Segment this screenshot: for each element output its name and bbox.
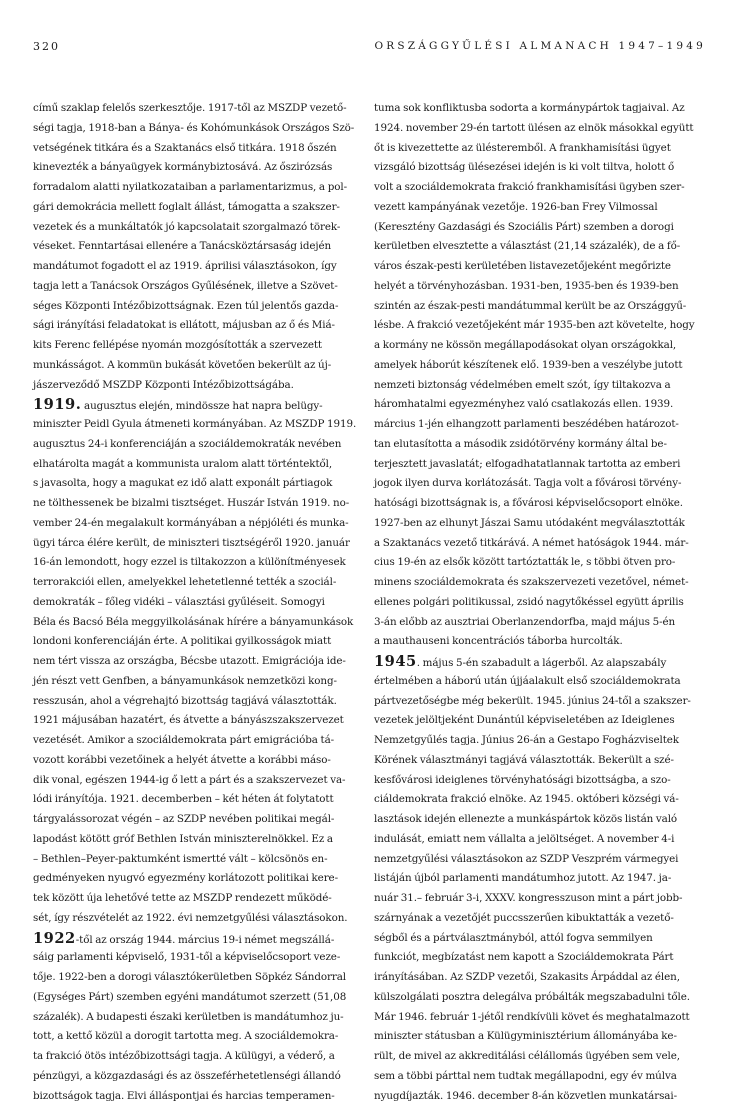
text-line xyxy=(33,316,368,336)
line-text: terjesztett javaslatát; elfogadhatatlannak tartotta az emberi xyxy=(374,458,680,470)
text-line xyxy=(374,909,709,929)
text-line xyxy=(374,632,709,652)
text-line xyxy=(33,494,368,514)
text-line xyxy=(33,711,368,731)
text-line xyxy=(33,909,368,929)
text-line xyxy=(374,514,709,534)
line-text: ügyi tárca élére került, de miniszteri tisztségéről 1920. január xyxy=(33,537,350,549)
text-line xyxy=(374,613,709,633)
text-line xyxy=(33,218,368,238)
line-text: rült, de mivel az akkreditálási célállomás ügyében sem vele, xyxy=(374,1050,680,1062)
line-text: gári demokrácia mellett foglalt állást, támogatta a szakszer- xyxy=(33,201,340,213)
line-text: vetségének titkára és a Szaktanács első titkára. 1918 őszén xyxy=(33,142,337,154)
text-line xyxy=(33,929,368,949)
text-line xyxy=(33,297,368,317)
text-line xyxy=(374,948,709,968)
line-text: kits Ferenc fellépése nyomán mozgósították a szervezett xyxy=(33,339,322,351)
text-line xyxy=(374,711,709,731)
line-text: 3-án előbb az ausztriai Oberlanzendorfba, majd május 5-én xyxy=(374,616,675,628)
line-text: 1927-ben az elhunyt Jászai Samu utódaként megválasztották xyxy=(374,517,685,529)
text-line xyxy=(374,474,709,494)
text-line xyxy=(374,790,709,810)
line-text: lódi irányítója. 1921. decemberben – két héten át folytatott xyxy=(33,793,334,805)
text-line xyxy=(374,99,709,119)
line-text: jogok ilyen durva korlátozását. Tagja volt a fővárosi törvény- xyxy=(374,477,681,489)
text-line xyxy=(33,139,368,159)
line-text: bizottságok tagja. Elvi álláspontjai és harcias temperamen- xyxy=(33,1090,335,1102)
line-text: vember 24-én megalakult kormányában a népjóléti és munka- xyxy=(33,517,349,529)
line-text: hatósági bizottságnak is, a fővárosi képviselőcsoport elnöke. xyxy=(374,497,683,509)
line-text: a Szaktanács vezető titkárává. A német hatóságok 1944. már- xyxy=(374,537,689,549)
year-heading: 1922 xyxy=(33,929,76,947)
text-line xyxy=(374,553,709,573)
line-text: vezetek jelöltjeként Dunántúl képviseletében az Ideiglenes xyxy=(374,714,675,726)
text-line xyxy=(33,336,368,356)
line-text: augusztus elején, mindössze hat napra belügy- xyxy=(81,400,322,412)
text-line xyxy=(374,237,709,257)
text-line xyxy=(33,119,368,139)
line-text: a kormány ne kössön megállapodásokat olyan országokkal, xyxy=(374,339,676,351)
year-heading: 1919. xyxy=(33,395,81,413)
line-text: listáján újból parlamenti mandátumhoz jutott. Az 1947. ja- xyxy=(374,872,671,884)
line-text: jászerveződő MSZDP Központi Intézőbizottságába. xyxy=(33,379,294,391)
text-line xyxy=(33,1067,368,1087)
text-line xyxy=(374,297,709,317)
left-text-column xyxy=(33,99,376,1106)
text-line xyxy=(33,455,368,475)
line-text: munkásságot. A kommün bukását követően bekerült az új- xyxy=(33,359,331,371)
line-text: dik vonal, egészen 1944-ig ő lett a párt és a szakszervezet va- xyxy=(33,774,345,786)
text-line xyxy=(33,771,368,791)
text-line xyxy=(33,850,368,870)
line-text: kerületben elvesztette a választást (21,14 százalék), de a fő- xyxy=(374,240,680,252)
text-line xyxy=(33,257,368,277)
line-text: elhatárolta magát a kommunista uralom alatt történtektől, xyxy=(33,458,332,470)
text-line xyxy=(33,1027,368,1047)
line-text: volt a szociáldemokrata frakció frankhamisítási ügyben szer- xyxy=(374,181,685,193)
line-text: tek között úja lehetővé tette az MSZDP rendezett működé- xyxy=(33,892,332,904)
text-line xyxy=(33,1008,368,1028)
line-text: . május 5-én szabadult a lágerből. Az alapszabály xyxy=(417,657,666,669)
text-line xyxy=(374,929,709,949)
text-line xyxy=(374,218,709,238)
line-text: indulását, emiatt nem vállalta a jelöltséget. A november 4-i xyxy=(374,833,674,845)
line-text: 1921 májusában hazatért, és átvette a bányászszakszervezet xyxy=(33,714,344,726)
text-line xyxy=(374,395,709,415)
text-line xyxy=(33,810,368,830)
text-line xyxy=(374,652,709,672)
text-line xyxy=(374,968,709,988)
right-text-column xyxy=(374,99,717,1106)
text-line xyxy=(374,435,709,455)
text-line xyxy=(374,573,709,593)
text-line xyxy=(374,257,709,277)
line-text: nem tért vissza az országba, Bécsbe utazott. Emigrációja ide- xyxy=(33,655,346,667)
line-text: cius 19-én az elsők között tartóztatták le, s többi ötven pro- xyxy=(374,556,675,568)
line-text: 16-án lemondott, hogy ezzel is tiltakozzon a különítményesek xyxy=(33,556,346,568)
line-text: tott, a kettő közül a dorogit tartotta meg. A szociáldemokra- xyxy=(33,1030,338,1042)
text-line xyxy=(374,1047,709,1067)
text-line xyxy=(33,198,368,218)
text-line xyxy=(33,376,368,396)
line-text: irányításában. Az SZDP vezetői, Szakasits Árpáddal az élen, xyxy=(374,971,680,983)
text-line xyxy=(374,593,709,613)
text-line xyxy=(374,889,709,909)
text-line xyxy=(374,771,709,791)
text-line xyxy=(374,731,709,751)
text-line xyxy=(374,692,709,712)
line-text: terrorakciói ellen, amelyekkel lehetetlenné tették a szociál- xyxy=(33,576,336,588)
text-line xyxy=(374,198,709,218)
line-text: miniszter státusban a Külügyminisztérium állományába ke- xyxy=(374,1030,677,1042)
line-text: lésbe. A frakció vezetőjeként már 1935-ben azt követelte, hogy xyxy=(374,319,695,331)
text-line xyxy=(33,99,368,119)
line-text: véseket. Fenntartásai ellenére a Tanácsköztársaság idején xyxy=(33,240,331,252)
line-text: resszusán, ahol a végrehajtó bizottság tagjává választották. xyxy=(33,695,337,707)
line-text: londoni konferenciáján érte. A politikai gyilkosságok miatt xyxy=(33,635,331,647)
line-text: vezetését. Amikor a szociáldemokrata párt emigrációba tá- xyxy=(33,734,334,746)
running-head: ORSZÁGGYŰLÉSI ALMANACH 1947–1949 xyxy=(374,40,706,52)
line-text: Körének választmányi tagjává választották. Bekerült a szé- xyxy=(374,754,674,766)
text-line xyxy=(374,1027,709,1047)
line-text: ellenes polgári politikussal, zsidó nagytőkéssel együtt április xyxy=(374,596,684,608)
line-text: ta frakció ötös intézőbizottsági tagja. A külügyi, a véderő, a xyxy=(33,1050,335,1062)
line-text: vezett kampányának vezetője. 1926-ban Frey Vilmossal xyxy=(374,201,658,213)
text-line xyxy=(374,178,709,198)
text-line xyxy=(33,889,368,909)
text-line xyxy=(374,494,709,514)
line-text: forradalom alatti nyilatkozataiban a parlamentarizmus, a pol- xyxy=(33,181,347,193)
line-text: (Egységes Párt) szemben egyéni mandátumot szerzett (51,08 xyxy=(33,991,346,1003)
text-line xyxy=(33,277,368,297)
text-line xyxy=(33,652,368,672)
text-line xyxy=(374,119,709,139)
line-text: -től az ország 1944. március 19-i német megszállá- xyxy=(76,934,335,946)
line-text: pénzügyi, a közgazdasági és az összeférhetetlenségi állandó xyxy=(33,1070,341,1082)
text-line xyxy=(374,1008,709,1028)
line-text: nyugdíjazták. 1946. december 8-án közvetlen munkatársai- xyxy=(374,1090,677,1102)
line-text: séges Központi Intézőbizottságnak. Ezen túl jelentős gazda- xyxy=(33,300,338,312)
line-text: helyét a törvényhozásban. 1931-ben, 1935-ben és 1939-ben xyxy=(374,280,679,292)
line-text: értelmében a háború után újjáalakult első szociáldemokrata xyxy=(374,675,681,687)
text-line xyxy=(33,237,368,257)
text-line xyxy=(33,692,368,712)
line-text: nuár 31.– február 3-i, XXXV. kongresszuson mint a párt jobb- xyxy=(374,892,682,904)
line-text: lasztások idején ellenezte a munkáspártok közös listán való xyxy=(374,813,677,825)
line-text: kesfővárosi ideiglenes törvényhatósági bizottságba, a szo- xyxy=(374,774,671,786)
line-text: 1924. november 29-én tartott ülésen az elnök másokkal együtt xyxy=(374,122,693,134)
text-line xyxy=(33,790,368,810)
text-line xyxy=(374,455,709,475)
text-line xyxy=(374,277,709,297)
line-text: (Keresztény Gazdasági és Szociális Párt) szemben a dorogi xyxy=(374,221,674,233)
line-text: ségi tagja, 1918-ban a Bánya- és Kohómunkások Országos Szö- xyxy=(33,122,354,134)
line-text: a mauthauseni koncentrációs táborba hurcolták. xyxy=(374,635,623,647)
text-line xyxy=(374,988,709,1008)
text-line xyxy=(374,1067,709,1087)
line-text: tője. 1922-ben a dorogi választókerületben Söpkéz Sándorral xyxy=(33,971,346,983)
text-line xyxy=(33,593,368,613)
text-line xyxy=(33,672,368,692)
line-text: ne tölthessenek be bizalmi tisztséget. Huszár István 1919. no- xyxy=(33,497,349,509)
text-line xyxy=(33,869,368,889)
line-text: március 1-jén elhangzott parlamenti beszédében határozot- xyxy=(374,418,679,430)
text-line xyxy=(33,534,368,554)
line-text: külszolgálati posztra delegálva próbálták megszabadulni tőle. xyxy=(374,991,690,1003)
text-line xyxy=(374,830,709,850)
line-text: sem a többi párttal nem tudtak megállapodni, egy év múlva xyxy=(374,1070,677,1082)
text-line xyxy=(374,415,709,435)
line-text: pártvezetőségbe még bekerült. 1945. június 24-től a szakszer- xyxy=(374,695,691,707)
line-text: vizsgáló bizottság ülésezései idején is ki volt tiltva, holott ő xyxy=(374,161,674,173)
text-line xyxy=(33,178,368,198)
line-text: háromhatalmi egyezményhez való csatlakozás ellen. 1939. xyxy=(374,398,673,410)
text-line xyxy=(33,356,368,376)
line-text: ciáldemokrata frakció elnöke. Az 1945. októberi községi vá- xyxy=(374,793,679,805)
line-text: című szaklap felelős szerkesztője. 1917-től az MSZDP vezető- xyxy=(33,102,347,114)
line-text: sét, így részvételét az 1922. évi nemzetgyűlési választásokon. xyxy=(33,912,347,924)
text-line xyxy=(33,573,368,593)
text-line xyxy=(33,435,368,455)
line-text: amelyek háborút készítenek elő. 1939-ben a veszélybe jutott xyxy=(374,359,682,371)
line-text: demokraták – főleg vidéki – választási gyűléseit. Somogyi xyxy=(33,596,325,608)
line-text: szintén az észak-pesti mandátummal került be az Országgyű- xyxy=(374,300,686,312)
line-text: s javasolta, hogy a magukat ez idő alatt exponált pártiagok xyxy=(33,477,332,489)
text-line xyxy=(33,830,368,850)
text-line xyxy=(33,514,368,534)
line-text: tuma sok konfliktusba sodorta a kormánypártok tagjaival. Az xyxy=(374,102,685,114)
line-text: gedményeken nyugvó egyezmény korlátozott politikai kere- xyxy=(33,872,338,884)
year-heading: 1945 xyxy=(374,652,417,670)
text-line xyxy=(33,553,368,573)
text-line xyxy=(374,534,709,554)
line-text: Béla és Bacsó Béla meggyilkolásának hírére a bányamunkások xyxy=(33,616,353,628)
text-line xyxy=(374,869,709,889)
text-line xyxy=(374,810,709,830)
line-text: vezetek és a munkáltatók jó kapcsolatait szorgalmazó törek- xyxy=(33,221,340,233)
line-text: Nemzetgyűlés tagja. Június 26-án a Gestapo Fogházviseltek xyxy=(374,734,679,746)
line-text: tagja lett a Tanácsok Országos Gyűlésének, illetve a Szövet- xyxy=(33,280,338,292)
text-line xyxy=(33,474,368,494)
text-line xyxy=(33,395,368,415)
text-line xyxy=(33,613,368,633)
line-text: sáig parlamenti képviselő, 1931-től a képviselőcsoport veze- xyxy=(33,951,340,963)
text-line xyxy=(33,731,368,751)
line-text: minens szociáldemokrata és szakszervezeti vezetővel, német- xyxy=(374,576,689,588)
line-text: mandátumot fogadott el az 1919. áprilisi választásokon, így xyxy=(33,260,337,272)
line-text: funkciót, megbízatást nem kapott a Szociáldemokrata Párt xyxy=(374,951,673,963)
line-text: lapodást kötött gróf Bethlen István miniszterelnökkel. Ez a xyxy=(33,833,333,845)
text-line xyxy=(33,632,368,652)
text-line xyxy=(374,316,709,336)
text-line xyxy=(374,336,709,356)
text-line xyxy=(374,356,709,376)
line-text: tan elutasította a második zsidótörvény kormány által be- xyxy=(374,438,667,450)
text-line xyxy=(33,988,368,1008)
line-text: százalék). A budapesti északi kerületben is mandátumhoz ju- xyxy=(33,1011,344,1023)
line-text: sági irányítási feladatokat is ellátott, májusban az ő és Miá- xyxy=(33,319,335,331)
text-line xyxy=(374,1087,709,1106)
text-line xyxy=(33,1087,368,1106)
text-line xyxy=(33,968,368,988)
text-line xyxy=(374,376,709,396)
line-text: kinevezték a bányaügyek kormánybiztosává. Az őszirózsás xyxy=(33,161,332,173)
line-text: őt is kivezettette az ülésteremből. A frankhamisítási ügyet xyxy=(374,142,671,154)
text-line xyxy=(33,158,368,178)
text-line xyxy=(33,948,368,968)
line-text: vozott korábbi vezetőinek a helyét átvette a korábbi máso- xyxy=(33,754,331,766)
line-text: – Bethlen–Peyer-paktumként ismertté vált – kölcsönös en- xyxy=(33,853,328,865)
text-line xyxy=(33,415,368,435)
text-line xyxy=(33,751,368,771)
line-text: nemzetgyűlési választásokon az SZDP Veszprém vármegyei xyxy=(374,853,678,865)
line-text: nemzeti biztonság védelmében emelt szót, így tiltakozva a xyxy=(374,379,671,391)
text-line xyxy=(374,850,709,870)
text-line xyxy=(374,751,709,771)
page-number: 320 xyxy=(33,40,60,53)
line-text: miniszter Peidl Gyula átmeneti kormányában. Az MSZDP 1919. xyxy=(33,418,356,430)
line-text: augusztus 24-i konferenciáján a szociáldemokraták nevében xyxy=(33,438,341,450)
line-text: ségből és a pártválasztmányból, attól fogva semmilyen xyxy=(374,932,653,944)
line-text: Már 1946. február 1-jétől rendkívüli követ és meghatalmazott xyxy=(374,1011,690,1023)
text-line xyxy=(374,158,709,178)
line-text: tárgyalássorozat végén – az SZDP nevében politikai megál- xyxy=(33,813,334,825)
text-line xyxy=(374,672,709,692)
line-text: szárnyának a vezetőjét puccsszerűen kibuktatták a vezető- xyxy=(374,912,674,924)
text-line xyxy=(33,1047,368,1067)
line-text: város észak-pesti kerületében listavezetőjeként megőrizte xyxy=(374,260,671,272)
line-text: jén részt vett Genfben, a bányamunkások nemzetközi kong- xyxy=(33,675,337,687)
text-line xyxy=(374,139,709,159)
